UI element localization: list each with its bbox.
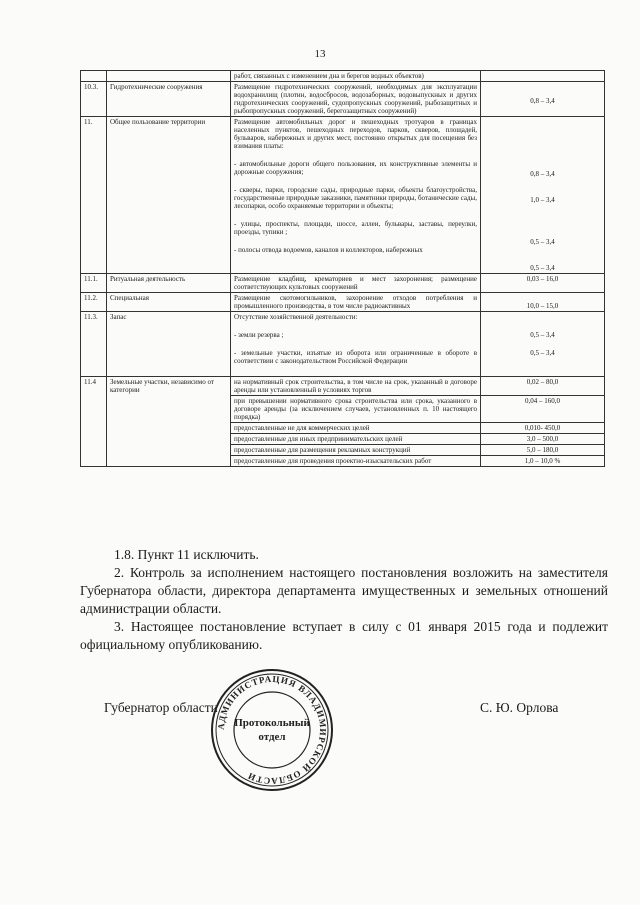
paragraph-3: 3. Настоящее постановление вступает в силу с 01 января 2015 года и подлежит официальному опубликованию. [80, 619, 608, 652]
table-row [81, 117, 605, 274]
list-item: - земельные участки, изъятые из оборота или ограниченные в обороте в соответствии с законодательством Российской Федерации [234, 349, 477, 365]
row-description [231, 396, 481, 423]
row-name: Земельные участки, независимо от категории [107, 377, 231, 467]
row-name: Специальная [107, 293, 231, 312]
row-name: Запас [107, 312, 231, 377]
table-cell [481, 71, 605, 82]
table-row [81, 71, 605, 82]
row-description [231, 82, 481, 117]
official-stamp [208, 666, 336, 794]
stamp-ring-text: АДМИНИСТРАЦИЯ ВЛАДИМИРСКОЙ ОБЛАСТИ [215, 673, 329, 787]
description-text: при превышении нормативного срока строительства или срока, указанного в договоре аренды (за исключением случаев, установленных п. 10 настоящего порядка) [234, 397, 477, 421]
value-text: 0,5 – 3,4 [530, 349, 555, 357]
value-text: 1,0 – 3,4 [530, 196, 555, 204]
row-description [231, 293, 481, 312]
signature-name: С. Ю. Орлова [480, 700, 559, 715]
row-value [481, 117, 605, 274]
paragraph-2: 2. Контроль за исполнением настоящего постановления возложить на заместителя Губернатора области, директора департамента имущественных и земельных отношений администрации области. [80, 565, 608, 616]
description-text: Размещение скотомогильников, захоронение отходов потребления и промышленного производства, в том числе радиоактивных [234, 294, 477, 310]
row-description [231, 456, 481, 467]
row-value: 5,0 – 180,0 [481, 445, 605, 456]
list-item: - улицы, проспекты, площади, шоссе, аллеи, бульвары, заставы, переулки, проезды, тупики ; [234, 220, 477, 236]
row-name: Ритуальная деятельность [107, 274, 231, 293]
table-row [81, 82, 605, 117]
row-number: 11.2. [81, 293, 107, 312]
stamp-inner-line-1: Протокольный [234, 717, 310, 729]
row-description: предоставленные не для коммерческих целей [231, 423, 481, 434]
row-value: 0,010- 450,0 [481, 423, 605, 434]
row-name: Общее пользование территории [107, 117, 231, 274]
description-text: Размещение кладбищ, крематориев и мест захоронения; размещение соответствующих культовых сооружений [234, 275, 477, 291]
description-text: Отсутствие хозяйственной деятельности: [234, 313, 358, 321]
value-text: 0,5 – 3,4 [530, 331, 555, 339]
table-row [81, 274, 605, 293]
list-item: - земли резерва ; [234, 331, 284, 339]
row-value [481, 293, 605, 312]
row-value: 0,04 – 160,0 [481, 396, 605, 423]
stamp-inner-line-2: отдел [258, 731, 286, 743]
row-description [231, 312, 481, 377]
table-row [81, 377, 605, 396]
table-cell [107, 71, 231, 82]
signature-title: Губернатор области [104, 700, 218, 715]
row-number: 11. [81, 117, 107, 274]
value-text: 0,5 – 3,4 [530, 264, 555, 272]
value-text: 0,8 – 3,4 [530, 170, 555, 178]
description-text: предоставленные для проведения проектно-изыскательских работ [234, 457, 432, 465]
row-value [481, 312, 605, 377]
list-item: - скверы, парки, городские сады, природные парки, объекты благоустройства, государственные природные заказники, памятники природы, ботанические сады, лесопарки, особо охраняемые территории и объекты; [234, 186, 477, 210]
description-text: Размещение автомобильных дорог и пешеходных тротуаров в границах населенных пунктов, пешеходных переходов, парков, скверов, площадей, бульваров, набережных и других мест, постоянно открытых для посещения без взимания платы: [234, 118, 477, 150]
row-value: 3,0 – 500,0 [481, 434, 605, 445]
row-value [481, 82, 605, 117]
table-row [81, 293, 605, 312]
tariff-table [80, 70, 605, 467]
row-description [231, 377, 481, 396]
row-description [231, 117, 481, 274]
row-description: работ, связанных с изменением дна и берегов водных объектов) [231, 71, 481, 82]
table-row [81, 312, 605, 377]
list-item: - полосы отвода водоемов, каналов и коллекторов, набережных [234, 246, 423, 254]
row-number: 11.3. [81, 312, 107, 377]
row-value: 0,02 – 80,0 [481, 377, 605, 396]
page-number: 13 [314, 48, 326, 60]
row-number: 11.1. [81, 274, 107, 293]
value-text: 10,0 – 15,0 [526, 302, 559, 310]
value-text: 0,5 – 3,4 [530, 238, 555, 246]
row-number: 11.4 [81, 377, 107, 467]
row-value: 0,03 – 16,0 [481, 274, 605, 293]
row-description: предоставленные для иных предпринимательских целей [231, 434, 481, 445]
description-text: Размещение гидротехнических сооружений, необходимых для эксплуатации водохранилищ (плотин, водосбросов, водозаборных, водовыпускных и других гидротехнических сооружений, судопропускных сооружений, рыбозащитных и рыбопропускных сооружений, берегозащитных сооружений) [234, 83, 477, 115]
row-description [231, 274, 481, 293]
description-text: на нормативный срок строительства, в том числе на срок, указанный в договоре аренды или установленный в условиях торгов [234, 378, 477, 394]
row-value: 1,0 – 10,0 % [481, 456, 605, 467]
value-text: 0,8 – 3,4 [530, 97, 555, 105]
table-cell [81, 71, 107, 82]
row-number: 10.3. [81, 82, 107, 117]
row-name: Гидротехнические сооружения [107, 82, 231, 117]
paragraph-1: 1.8. Пункт 11 исключить. [114, 547, 259, 562]
list-item: - автомобильные дороги общего пользования, их конструктивные элементы и дорожные сооружения; [234, 160, 477, 176]
row-description: предоставленные для размещения рекламных конструкций [231, 445, 481, 456]
